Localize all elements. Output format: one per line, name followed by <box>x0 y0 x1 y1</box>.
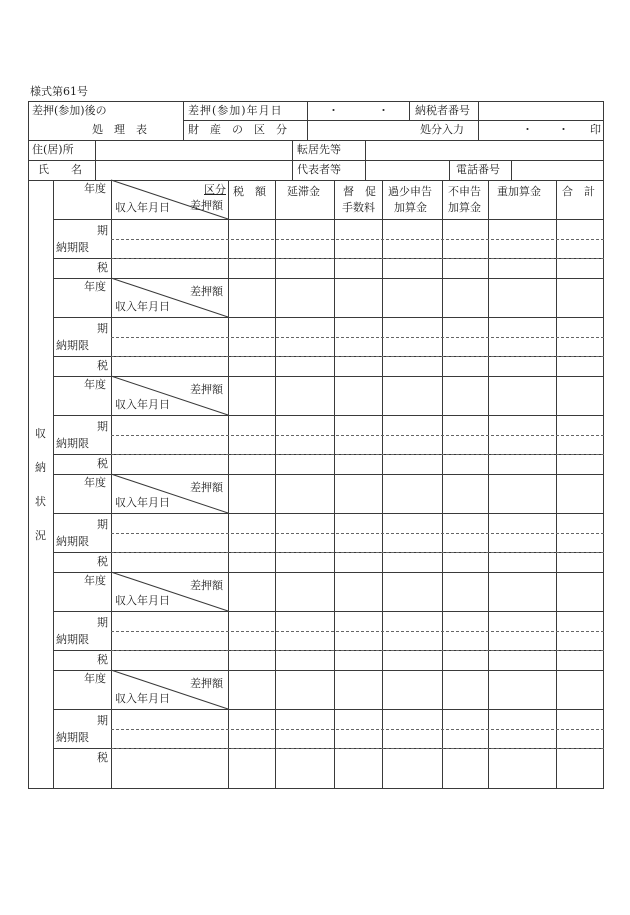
amount-cell[interactable] <box>335 514 381 533</box>
amount-cell[interactable] <box>383 259 441 277</box>
amount-cell[interactable] <box>557 240 602 258</box>
amount-cell[interactable] <box>276 318 333 337</box>
amount-cell[interactable] <box>557 632 602 650</box>
seizure-date-label: 差押(参加)年月日 <box>188 104 283 117</box>
amount-cell[interactable] <box>276 514 333 533</box>
amount-cell[interactable] <box>383 416 441 435</box>
amount-cell[interactable] <box>335 416 381 435</box>
seizure-date-separator: ・ <box>378 104 389 117</box>
column-header-total: 合 計 <box>562 185 595 198</box>
amount-cell[interactable] <box>229 181 274 219</box>
amount-cell[interactable] <box>335 220 381 239</box>
amount-cell[interactable] <box>489 436 555 454</box>
amount-cell[interactable] <box>383 514 441 533</box>
amount-cell[interactable] <box>383 279 441 317</box>
amount-cell[interactable] <box>489 357 555 375</box>
amount-cell[interactable] <box>557 514 602 533</box>
seizure-date-field[interactable] <box>309 102 408 120</box>
amount-cell[interactable] <box>335 710 381 729</box>
seizure-amount-label: 差押額 <box>190 199 223 212</box>
moved-to-field[interactable] <box>367 141 601 159</box>
amount-cell[interactable] <box>276 730 333 748</box>
collection-status-side-char: 収 <box>35 427 46 440</box>
amount-cell[interactable] <box>335 612 381 631</box>
tax-label: 税 <box>97 457 108 470</box>
representative-field[interactable] <box>367 161 447 179</box>
amount-cell[interactable] <box>489 279 555 317</box>
amount-cell[interactable] <box>557 416 602 435</box>
amount-cell[interactable] <box>335 259 381 277</box>
due-date-label: 納期限 <box>56 633 89 646</box>
amount-cell[interactable] <box>383 318 441 337</box>
column-header-underreport-penalty: 加算金 <box>394 201 427 214</box>
amount-cell[interactable] <box>557 279 602 317</box>
representative-label: 代表者等 <box>297 163 341 176</box>
amount-cell[interactable] <box>383 749 441 767</box>
receipt-date-label: 収入年月日 <box>115 496 170 509</box>
amount-cell[interactable] <box>489 730 555 748</box>
amount-cell[interactable] <box>335 455 381 473</box>
amount-cell[interactable] <box>383 377 441 415</box>
amount-cell[interactable] <box>229 730 274 748</box>
amount-cell[interactable] <box>229 651 274 669</box>
amount-cell[interactable] <box>229 612 274 631</box>
due-date-label: 納期限 <box>56 339 89 352</box>
amount-cell[interactable] <box>276 338 333 356</box>
receipt-date-label: 収入年月日 <box>115 201 170 214</box>
amount-cell[interactable] <box>443 612 487 631</box>
amount-cell[interactable] <box>443 534 487 552</box>
year-field[interactable] <box>54 475 82 513</box>
receipt-date-label: 収入年月日 <box>115 594 170 607</box>
amount-cell[interactable] <box>557 553 602 571</box>
amount-cell[interactable] <box>557 318 602 337</box>
disposition-entry-label: 処分入力 <box>420 123 464 136</box>
amount-cell[interactable] <box>276 475 333 513</box>
amount-cell[interactable] <box>489 534 555 552</box>
amount-cell[interactable] <box>383 220 441 239</box>
amount-cell[interactable] <box>335 318 381 337</box>
amount-cell[interactable] <box>557 710 602 729</box>
amount-cell[interactable] <box>229 573 274 611</box>
disposition-date-field[interactable] <box>480 121 580 139</box>
amount-cell[interactable] <box>335 475 381 513</box>
amount-cell[interactable] <box>489 318 555 337</box>
period-label: 期 <box>97 518 108 531</box>
amount-cell[interactable] <box>229 455 274 473</box>
amount-cell[interactable] <box>229 279 274 317</box>
amount-cell[interactable] <box>489 240 555 258</box>
amount-cell[interactable] <box>443 455 487 473</box>
year-label: 年度 <box>84 182 106 195</box>
amount-cell[interactable] <box>383 671 441 709</box>
amount-cell[interactable] <box>276 220 333 239</box>
amount-cell[interactable] <box>557 377 602 415</box>
property-type-field[interactable] <box>309 121 407 139</box>
year-field[interactable] <box>54 181 82 219</box>
amount-cell[interactable] <box>335 377 381 415</box>
amount-cell[interactable] <box>383 553 441 571</box>
amount-cell[interactable] <box>489 651 555 669</box>
amount-cell[interactable] <box>443 279 487 317</box>
amount-cell[interactable] <box>557 436 602 454</box>
amount-cell[interactable] <box>383 357 441 375</box>
seal-label: 印 <box>590 123 601 136</box>
amount-cell[interactable] <box>489 455 555 473</box>
amount-cell[interactable] <box>443 436 487 454</box>
amount-cell[interactable] <box>489 377 555 415</box>
amount-cell[interactable] <box>229 514 274 533</box>
amount-cell[interactable] <box>443 553 487 571</box>
amount-cell[interactable] <box>335 240 381 258</box>
amount-cell[interactable] <box>335 651 381 669</box>
property-type-label: 財 産 の 区 分 <box>188 123 287 136</box>
amount-cell[interactable] <box>383 710 441 729</box>
column-header-underreport-penalty: 過少申告 <box>388 185 432 198</box>
amount-cell[interactable] <box>443 259 487 277</box>
amount-cell[interactable] <box>335 573 381 611</box>
amount-cell[interactable] <box>557 671 602 709</box>
amount-cell[interactable] <box>489 671 555 709</box>
amount-cell[interactable] <box>229 318 274 337</box>
amount-cell[interactable] <box>443 730 487 748</box>
amount-cell[interactable] <box>276 710 333 729</box>
amount-cell[interactable] <box>383 436 441 454</box>
tax-label: 税 <box>97 751 108 764</box>
seizure-amount-label: 差押額 <box>190 383 223 396</box>
amount-cell[interactable] <box>383 534 441 552</box>
amount-cell[interactable] <box>557 612 602 631</box>
amount-cell[interactable] <box>443 377 487 415</box>
amount-cell[interactable] <box>443 416 487 435</box>
amount-cell[interactable] <box>443 357 487 375</box>
amount-cell[interactable] <box>276 573 333 611</box>
amount-cell[interactable] <box>443 749 487 767</box>
seizure-amount-label: 差押額 <box>190 285 223 298</box>
amount-cell[interactable] <box>489 220 555 239</box>
amount-cell[interactable] <box>276 240 333 258</box>
due-date-label: 納期限 <box>56 731 89 744</box>
column-header-demand-fee: 督 促 <box>343 185 376 198</box>
amount-cell[interactable] <box>557 181 602 219</box>
amount-cell[interactable] <box>335 357 381 375</box>
tax-label: 税 <box>97 555 108 568</box>
receipt-date-label: 収入年月日 <box>115 398 170 411</box>
amount-cell[interactable] <box>489 710 555 729</box>
amount-cell[interactable] <box>383 632 441 650</box>
amount-cell[interactable] <box>335 671 381 709</box>
disposition-date-separator: ・ <box>522 123 533 136</box>
amount-cell[interactable] <box>489 573 555 611</box>
year-field[interactable] <box>54 671 82 709</box>
receipt-date-label: 収入年月日 <box>115 692 170 705</box>
amount-cell[interactable] <box>489 475 555 513</box>
taxpayer-number-field[interactable] <box>480 102 602 120</box>
period-label: 期 <box>97 322 108 335</box>
year-field[interactable] <box>54 573 82 611</box>
amount-cell[interactable] <box>557 730 602 748</box>
amount-cell[interactable] <box>557 338 602 356</box>
collection-status-side-char: 状 <box>35 495 46 508</box>
period-label: 期 <box>97 420 108 433</box>
amount-cell[interactable] <box>383 338 441 356</box>
amount-cell[interactable] <box>276 671 333 709</box>
amount-cell[interactable] <box>335 553 381 571</box>
amount-cell[interactable] <box>229 671 274 709</box>
amount-cell[interactable] <box>335 534 381 552</box>
amount-cell[interactable] <box>229 475 274 513</box>
amount-cell[interactable] <box>276 279 333 317</box>
amount-cell[interactable] <box>557 475 602 513</box>
amount-cell[interactable] <box>557 573 602 611</box>
taxpayer-number-label: 納税者番号 <box>415 104 470 117</box>
year-label: 年度 <box>84 280 106 293</box>
amount-cell[interactable] <box>276 632 333 650</box>
collection-status-side-char: 況 <box>35 529 46 542</box>
period-label: 期 <box>97 616 108 629</box>
amount-cell[interactable] <box>335 436 381 454</box>
amount-cell[interactable] <box>443 240 487 258</box>
amount-cell[interactable] <box>443 514 487 533</box>
amount-cell[interactable] <box>489 259 555 277</box>
amount-cell[interactable] <box>276 377 333 415</box>
amount-cell[interactable] <box>383 612 441 631</box>
amount-cell[interactable] <box>443 475 487 513</box>
name-field[interactable] <box>97 161 290 179</box>
amount-cell[interactable] <box>276 436 333 454</box>
amount-cell[interactable] <box>229 749 274 767</box>
amount-cell[interactable] <box>443 651 487 669</box>
amount-cell[interactable] <box>229 338 274 356</box>
amount-cell[interactable] <box>489 632 555 650</box>
column-header-heavy-penalty: 重加算金 <box>497 185 541 198</box>
name-label: 氏 名 <box>38 163 82 176</box>
amount-cell[interactable] <box>229 240 274 258</box>
amount-cell[interactable] <box>229 710 274 729</box>
amount-cell[interactable] <box>443 220 487 239</box>
collection-status-side-char: 納 <box>35 461 46 474</box>
amount-cell[interactable] <box>489 612 555 631</box>
column-header-demand-fee: 手数料 <box>342 201 375 214</box>
due-date-label: 納期限 <box>56 241 89 254</box>
amount-cell[interactable] <box>489 514 555 533</box>
amount-cell[interactable] <box>443 318 487 337</box>
amount-cell[interactable] <box>557 455 602 473</box>
phone-label: 電話番号 <box>456 163 500 176</box>
year-label: 年度 <box>84 574 106 587</box>
amount-cell[interactable] <box>229 357 274 375</box>
column-header-nonfiling-penalty: 加算金 <box>448 201 481 214</box>
amount-cell[interactable] <box>276 749 333 767</box>
tax-label: 税 <box>97 653 108 666</box>
amount-cell[interactable] <box>229 632 274 650</box>
amount-cell[interactable] <box>229 553 274 571</box>
amount-cell[interactable] <box>229 436 274 454</box>
period-label: 期 <box>97 224 108 237</box>
year-label: 年度 <box>84 476 106 489</box>
amount-cell[interactable] <box>557 651 602 669</box>
amount-cell[interactable] <box>276 534 333 552</box>
address-label: 住(居)所 <box>32 143 74 156</box>
amount-cell[interactable] <box>229 377 274 415</box>
seizure-date-separator: ・ <box>328 104 339 117</box>
period-label: 期 <box>97 714 108 727</box>
form-title-line2: 処 理 表 <box>92 123 147 136</box>
amount-cell[interactable] <box>276 357 333 375</box>
amount-cell[interactable] <box>383 455 441 473</box>
amount-cell[interactable] <box>489 553 555 571</box>
amount-cell[interactable] <box>443 573 487 611</box>
amount-cell[interactable] <box>276 651 333 669</box>
form-title-line1: 差押(参加)後の <box>32 104 107 117</box>
amount-cell[interactable] <box>557 534 602 552</box>
amount-cell[interactable] <box>557 357 602 375</box>
amount-cell[interactable] <box>489 181 555 219</box>
amount-cell[interactable] <box>335 632 381 650</box>
seizure-amount-label: 差押額 <box>190 579 223 592</box>
amount-cell[interactable] <box>276 612 333 631</box>
disposition-date-separator: ・ <box>558 123 569 136</box>
due-date-label: 納期限 <box>56 437 89 450</box>
amount-cell[interactable] <box>383 240 441 258</box>
year-label: 年度 <box>84 378 106 391</box>
amount-cell[interactable] <box>276 259 333 277</box>
receipt-date-label: 収入年月日 <box>115 300 170 313</box>
year-label: 年度 <box>84 672 106 685</box>
amount-cell[interactable] <box>383 475 441 513</box>
amount-cell[interactable] <box>335 338 381 356</box>
tax-label: 税 <box>97 359 108 372</box>
year-field[interactable] <box>54 279 82 317</box>
amount-cell[interactable] <box>276 181 333 219</box>
amount-cell[interactable] <box>383 573 441 611</box>
amount-cell[interactable] <box>276 416 333 435</box>
amount-cell[interactable] <box>276 455 333 473</box>
amount-cell[interactable] <box>443 671 487 709</box>
amount-cell[interactable] <box>335 749 381 767</box>
amount-cell[interactable] <box>489 416 555 435</box>
address-field[interactable] <box>97 141 290 159</box>
amount-cell[interactable] <box>443 710 487 729</box>
amount-cell[interactable] <box>443 338 487 356</box>
amount-cell[interactable] <box>443 632 487 650</box>
column-header-late-fee: 延滞金 <box>287 185 320 198</box>
tax-label: 税 <box>97 261 108 274</box>
amount-cell[interactable] <box>557 220 602 239</box>
amount-cell[interactable] <box>335 279 381 317</box>
seizure-amount-label: 差押額 <box>190 481 223 494</box>
amount-cell[interactable] <box>383 730 441 748</box>
amount-cell[interactable] <box>229 534 274 552</box>
column-header-nonfiling-penalty: 不申告 <box>448 185 481 198</box>
column-header-tax-amount: 税 額 <box>233 185 266 198</box>
phone-field[interactable] <box>513 161 601 179</box>
amount-cell[interactable] <box>489 338 555 356</box>
category-label: 区分 <box>204 183 226 196</box>
form-number: 様式第61号 <box>30 85 88 98</box>
amount-cell[interactable] <box>229 416 274 435</box>
amount-cell[interactable] <box>335 730 381 748</box>
amount-cell[interactable] <box>229 259 274 277</box>
amount-cell[interactable] <box>383 181 441 219</box>
amount-cell[interactable] <box>557 259 602 277</box>
seizure-amount-label: 差押額 <box>190 677 223 690</box>
moved-to-label: 転居先等 <box>297 143 341 156</box>
amount-cell[interactable] <box>443 181 487 219</box>
year-field[interactable] <box>54 377 82 415</box>
amount-cell[interactable] <box>276 553 333 571</box>
amount-cell[interactable] <box>229 220 274 239</box>
amount-cell[interactable] <box>489 749 555 767</box>
due-date-label: 納期限 <box>56 535 89 548</box>
amount-cell[interactable] <box>557 749 602 767</box>
amount-cell[interactable] <box>335 181 381 219</box>
amount-cell[interactable] <box>383 651 441 669</box>
